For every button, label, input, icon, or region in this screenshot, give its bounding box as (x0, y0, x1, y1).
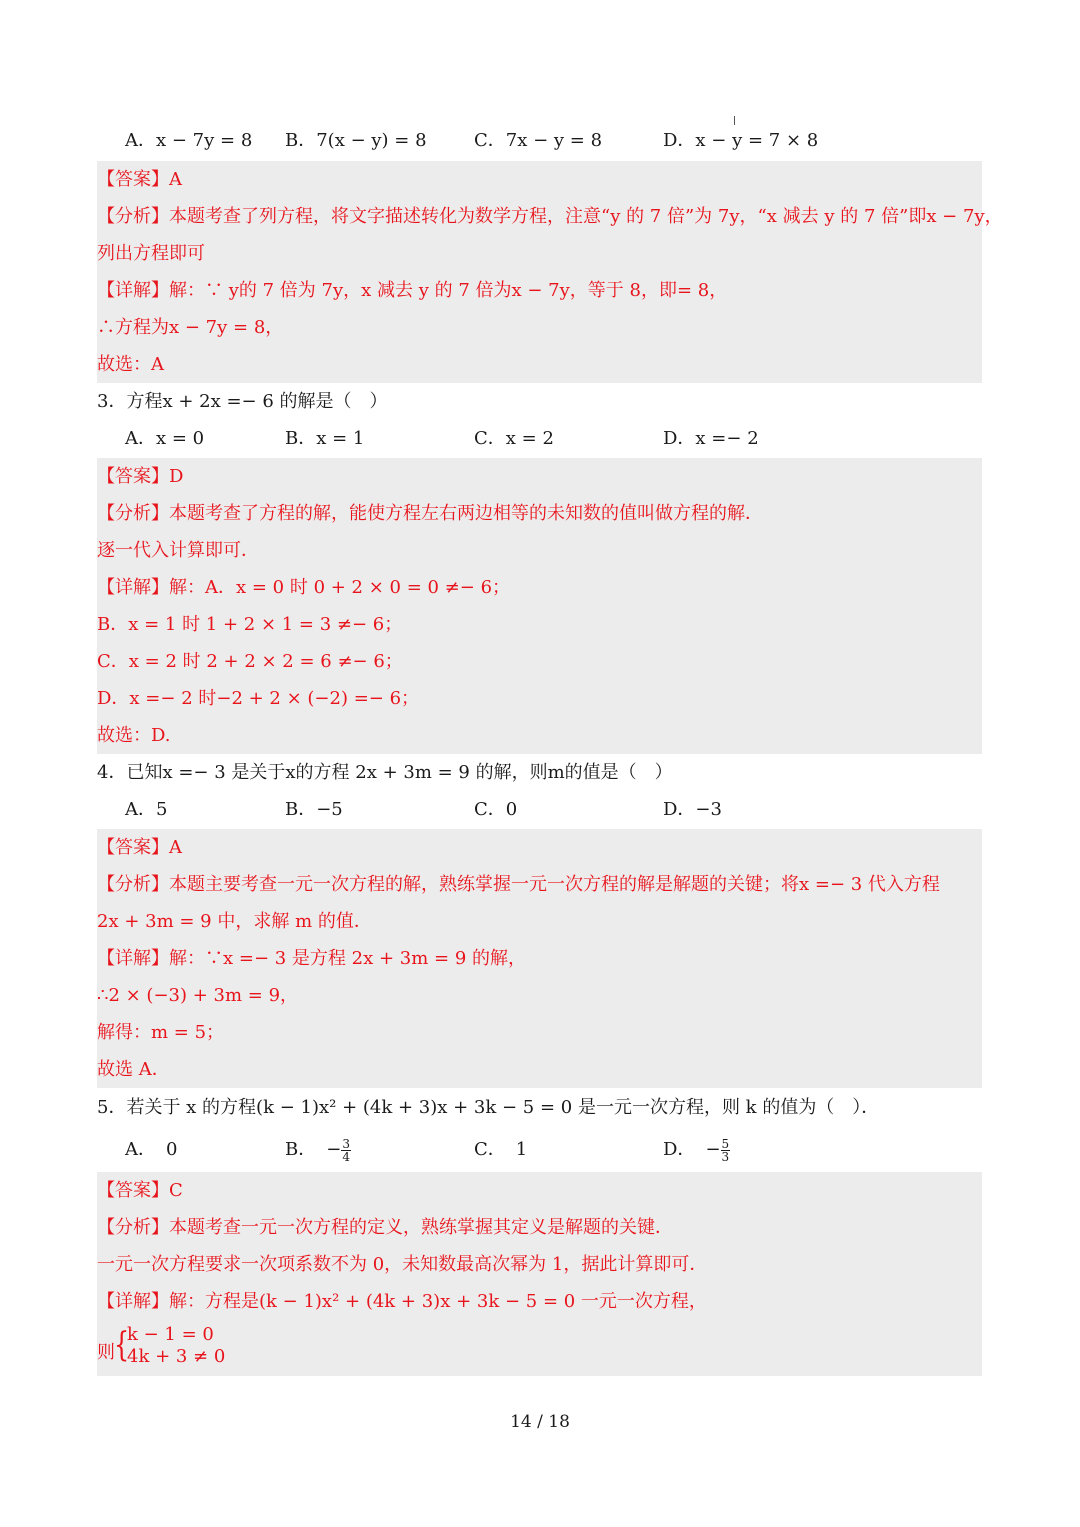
q5-option-c[interactable] (474, 1131, 527, 1168)
q4-detail-step: ∴2 × (−3) + 3m = 9， (97, 985, 299, 1006)
q3-option-a[interactable]: A．x = 0 (125, 428, 205, 449)
q4-option-a[interactable]: A．5 (125, 799, 168, 820)
q5-option-d[interactable] (663, 1131, 730, 1168)
q5-system-prefix: 则 (97, 1342, 115, 1363)
q5-option-d-key: D． (663, 1139, 696, 1160)
q4-option-b[interactable]: B．−5 (285, 799, 343, 820)
q4-option-d[interactable]: D．−3 (663, 799, 722, 820)
q5-option-d-numerator: 5 (721, 1136, 730, 1151)
q2-conclusion: 故选：A (97, 354, 164, 375)
q2-option-d[interactable]: D．x − y = 7 × 8 (663, 130, 819, 151)
q5-answer: 【答案】C (97, 1180, 183, 1201)
q2-answer: 【答案】A (97, 169, 182, 190)
q5-option-b-fraction (341, 1138, 351, 1163)
q5-option-b-sign: − (326, 1139, 342, 1160)
q4-options (125, 791, 985, 828)
q3-analysis-cont: 逐一代入计算即可． (97, 540, 259, 561)
q4-detail-solve: 解得：m = 5； (97, 1022, 225, 1043)
q5-equation-system (97, 1320, 982, 1376)
q2-detail-step: ∴方程为x − 7y = 8， (97, 317, 284, 338)
left-brace-icon: { (114, 1325, 130, 1365)
q5-analysis: 【分析】本题考查一元一次方程的定义，熟练掌握其定义是解题的关键． (97, 1217, 673, 1238)
q3-detail-c: C．x = 2 时 2 + 2 × 2 = 6 ≠− 6； (97, 651, 403, 672)
q3-options (125, 420, 985, 457)
q3-detail-d: D．x =− 2 时−2 + 2 × (−2) =− 6； (97, 688, 420, 709)
q2-options (125, 122, 985, 159)
q5-detail: 【详解】解：方程是(k − 1)x² + (4k + 3)x + 3k − 5 = 0 一元一次方程， (97, 1291, 707, 1312)
page-number: 14 / 18 (510, 1412, 570, 1432)
q3-answer: 【答案】D (97, 466, 184, 487)
q2-option-b[interactable]: B．7(x − y) = 8 (285, 130, 427, 151)
q2-option-a[interactable]: A．x − 7y = 8 (125, 130, 253, 151)
q4-analysis-cont: 2x + 3m = 9 中，求解 m 的值． (97, 911, 372, 932)
q5-option-d-sign: − (705, 1139, 721, 1160)
q2-analysis-cont: 列出方程即可 (97, 243, 205, 264)
q5-system-eq2: 4k + 3 ≠ 0 (127, 1346, 226, 1367)
q5-option-d-fraction (721, 1138, 731, 1163)
q5-option-a-key: A． (125, 1139, 156, 1160)
q5-stem: 5．若关于 x 的方程(k − 1)x² + (4k + 3)x + 3k − 5 = 0 是一元一次方程，则 k 的值为（ ）． (97, 1097, 880, 1118)
q3-detail-a: 【详解】解：A．x = 0 时 0 + 2 × 0 = 0 ≠− 6； (97, 577, 511, 598)
q4-stem: 4．已知x =− 3 是关于x的方程 2x + 3m = 9 的解，则m的值是（ ） (97, 762, 673, 783)
q3-analysis: 【分析】本题考查了方程的解，能使方程左右两边相等的未知数的值叫做方程的解． (97, 503, 763, 524)
q3-option-d[interactable]: D．x =− 2 (663, 428, 759, 449)
q3-solution-box (97, 458, 982, 754)
q2-detail: 【详解】解：∵ y的 7 倍为 7y，x 减去 y 的 7 倍为x − 7y，等于 8，即= 8， (97, 280, 728, 301)
q5-solution-box (97, 1172, 982, 1376)
q2-option-c[interactable]: C．7x − y = 8 (474, 130, 603, 151)
q3-detail-b: B．x = 1 时 1 + 2 × 1 = 3 ≠− 6； (97, 614, 403, 635)
q5-option-b[interactable] (285, 1131, 351, 1168)
q2-solution-box (97, 161, 1003, 383)
q5-option-b-denominator: 4 (342, 1149, 350, 1164)
q4-solution-box (97, 829, 982, 1088)
q4-option-c[interactable]: C．0 (474, 799, 518, 820)
q4-conclusion: 故选 A． (97, 1059, 170, 1080)
q5-option-c-value: 1 (515, 1139, 528, 1160)
q5-option-a[interactable] (125, 1131, 177, 1168)
q5-analysis-cont: 一元一次方程要求一次项系数不为 0，未知数最高次幂为 1，据此计算即可． (97, 1254, 708, 1275)
q5-option-d-denominator: 3 (721, 1149, 730, 1164)
q4-answer: 【答案】A (97, 837, 182, 858)
q5-option-a-value: 0 (166, 1139, 178, 1160)
q3-conclusion: 故选：D. (97, 725, 171, 746)
q2-analysis: 【分析】本题考查了列方程，将文字描述转化为数学方程，注意“y 的 7 倍”为 7y，“x 减去 y 的 7 倍”即x − 7y， (97, 206, 1003, 227)
q5-options (125, 1131, 985, 1168)
q5-option-b-key: B． (285, 1139, 317, 1160)
q5-option-b-numerator: 3 (342, 1136, 350, 1151)
q3-option-b[interactable]: B．x = 1 (285, 428, 365, 449)
q3-option-c[interactable]: C．x = 2 (474, 428, 554, 449)
q4-analysis: 【分析】本题主要考查一元一次方程的解，熟练掌握一元一次方程的解是解题的关键；将x =− 3 代入方程 (97, 874, 940, 895)
q3-stem: 3．方程x + 2x =− 6 的解是（ ） (97, 391, 388, 412)
q5-system-eq1: k − 1 = 0 (127, 1324, 214, 1345)
q4-detail: 【详解】解：∵x =− 3 是方程 2x + 3m = 9 的解， (97, 948, 527, 969)
q5-option-c-key: C． (474, 1139, 506, 1160)
